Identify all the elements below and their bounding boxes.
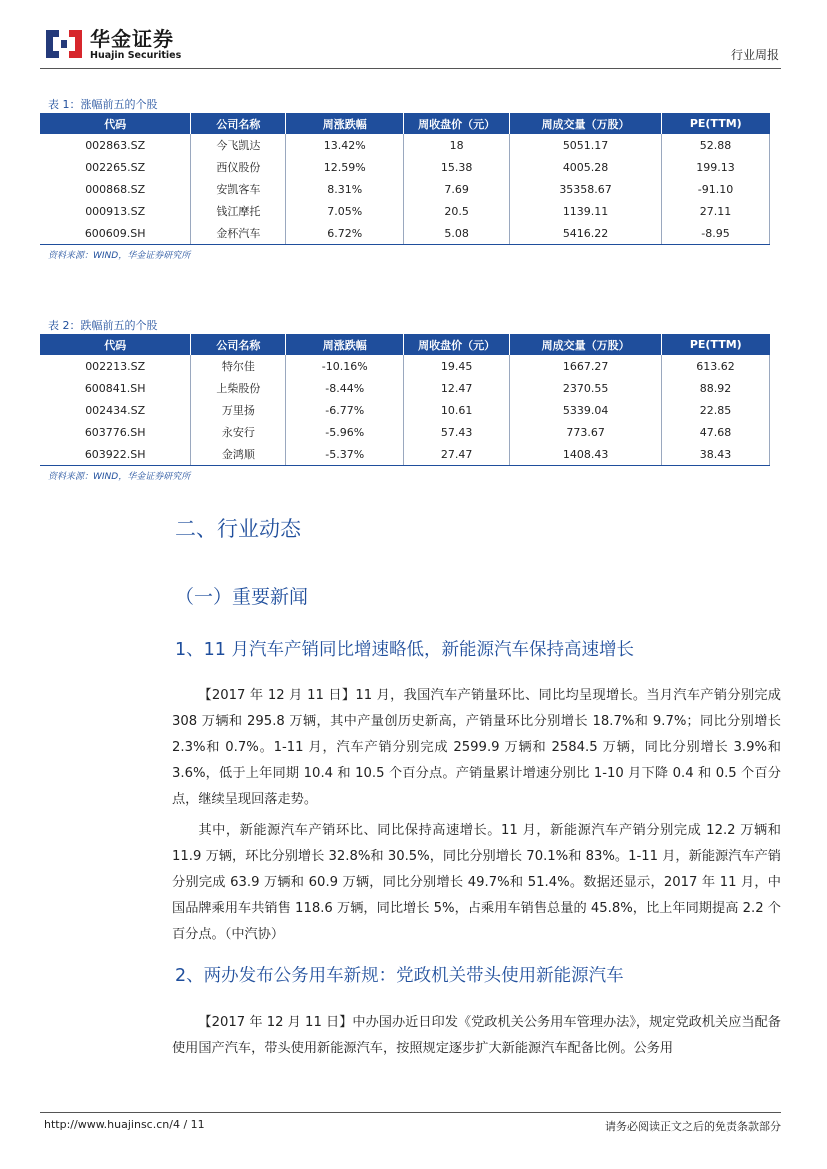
cell-pe: 38.43 <box>662 443 770 466</box>
table-row <box>40 399 770 421</box>
cell-code: 000913.SZ <box>40 200 191 222</box>
huajin-logo-icon <box>44 28 84 64</box>
cell-close: 18 <box>404 134 510 156</box>
table-row <box>40 156 770 178</box>
col-header: 公司名称 <box>191 113 286 134</box>
cell-code: 002213.SZ <box>40 355 191 377</box>
cell-close: 15.38 <box>404 156 510 178</box>
table1-caption: 表 1：涨幅前五的个股 <box>48 98 158 111</box>
col-header: PE(TTM) <box>662 113 770 134</box>
news-heading: 1、11 月汽车产销同比增速略低，新能源汽车保持高速增长 <box>175 640 634 660</box>
table-row <box>40 355 770 377</box>
table-row <box>40 377 770 399</box>
logo-cn: 华金证券 <box>90 27 174 51</box>
cell-pe: -8.95 <box>662 222 770 245</box>
table2-caption: 表 2：跌幅前五的个股 <box>48 319 158 332</box>
col-header: 代码 <box>40 334 191 355</box>
cell-volume: 1139.11 <box>510 200 662 222</box>
cell-pe: 199.13 <box>662 156 770 178</box>
cell-pe: 47.68 <box>662 421 770 443</box>
col-header: 周收盘价（元） <box>404 113 510 134</box>
cell-pe: 27.11 <box>662 200 770 222</box>
cell-company: 金鸿顺 <box>191 443 286 466</box>
cell-company: 特尔佳 <box>191 355 286 377</box>
cell-volume: 5416.22 <box>510 222 662 245</box>
cell-change: -10.16% <box>286 355 404 377</box>
news-paragraph: 其中，新能源汽车产销环比、同比保持高速增长。11 月，新能源汽车产销分别完成 12.2 万辆和 11.9 万辆，环比分别增长 32.8%和 30.5%，同比分别增长 70.1%和 83%。1-11 月，新能源汽车产销分别完成 63.9 万辆和 60.9 万辆，同比分别增长 49.7%和 51.4%。数据还显示，2017 年 11 月，中国品牌乘用车共销售 118.6 万辆，同比增长 5%，占乘用车销售总量的 45.8%，比上年同期提高 2.2 个百分点。（中汽协） <box>172 823 781 942</box>
cell-change: -5.96% <box>286 421 404 443</box>
cell-company: 钱江摩托 <box>191 200 286 222</box>
cell-code: 002863.SZ <box>40 134 191 156</box>
cell-close: 12.47 <box>404 377 510 399</box>
cell-change: -6.77% <box>286 399 404 421</box>
cell-volume: 773.67 <box>510 421 662 443</box>
cell-pe: -91.10 <box>662 178 770 200</box>
table-row <box>40 421 770 443</box>
cell-volume: 2370.55 <box>510 377 662 399</box>
table-header-row <box>40 113 770 134</box>
cell-close: 7.69 <box>404 178 510 200</box>
news-paragraph: 【2017 年 12 月 11 日】中办国办近日印发《党政机关公务用车管理办法》，规定党政机关应当配备使用国产汽车，带头使用新能源汽车，按照规定逐步扩大新能源汽车配备比例。公务用 <box>172 1015 781 1056</box>
section-title: 二、行业动态 <box>175 517 301 541</box>
cell-close: 5.08 <box>404 222 510 245</box>
cell-company: 今飞凯达 <box>191 134 286 156</box>
table-row <box>40 443 770 466</box>
col-header: 代码 <box>40 113 191 134</box>
doc-type: 行业周报 <box>730 48 779 62</box>
cell-close: 20.5 <box>404 200 510 222</box>
cell-pe: 22.85 <box>662 399 770 421</box>
logo-en: Huajin Securities <box>90 50 182 61</box>
footer-page: 4 / 11 <box>172 1118 205 1131</box>
cell-pe: 52.88 <box>662 134 770 156</box>
cell-company: 上柴股份 <box>191 377 286 399</box>
cell-code: 600609.SH <box>40 222 191 245</box>
cell-volume: 35358.67 <box>510 178 662 200</box>
cell-volume: 5051.17 <box>510 134 662 156</box>
cell-change: -5.37% <box>286 443 404 466</box>
cell-change: 13.42% <box>286 134 404 156</box>
cell-pe: 88.92 <box>662 377 770 399</box>
cell-change: 12.59% <box>286 156 404 178</box>
col-header: 周收盘价（元） <box>404 334 510 355</box>
cell-close: 19.45 <box>404 355 510 377</box>
table-header-row <box>40 334 770 355</box>
col-header: PE(TTM) <box>662 334 770 355</box>
cell-change: 8.31% <box>286 178 404 200</box>
col-header: 周成交量（万股） <box>510 334 662 355</box>
page-header <box>40 22 781 69</box>
col-header: 公司名称 <box>191 334 286 355</box>
cell-volume: 5339.04 <box>510 399 662 421</box>
cell-close: 57.43 <box>404 421 510 443</box>
table-row <box>40 178 770 200</box>
section-subtitle: （一）重要新闻 <box>175 586 309 608</box>
cell-code: 002265.SZ <box>40 156 191 178</box>
logo-wordmark <box>90 28 181 62</box>
news-heading: 2、两办发布公务用车新规：党政机关带头使用新能源汽车 <box>175 966 624 986</box>
cell-change: -8.44% <box>286 377 404 399</box>
cell-change: 6.72% <box>286 222 404 245</box>
cell-code: 603922.SH <box>40 443 191 466</box>
cell-company: 永安行 <box>191 421 286 443</box>
table-top-losers <box>40 334 770 466</box>
table-row <box>40 222 770 245</box>
page-footer <box>40 1112 781 1143</box>
cell-company: 万里扬 <box>191 399 286 421</box>
footer-left <box>44 1118 205 1131</box>
news-paragraph: 【2017 年 12 月 11 日】11 月，我国汽车产销量环比、同比均呈现增长。当月汽车产销分别完成 308 万辆和 295.8 万辆，其中产量创历史新高，产销量环比分别增长 18.7%和 9.7%；同比分别增长 2.3%和 0.7%。1-11 月，汽车产销分别完成 2599.9 万辆和 2584.5 万辆，同比分别增长 3.9%和 3.6%，低于上年同期 10.4 和 10.5 个百分点。产销量累计增速分别比 1-10 月下降 0.4 和 0.5 个百分点，继续呈现回落走势。 <box>172 688 781 807</box>
cell-close: 10.61 <box>404 399 510 421</box>
footer-disclaimer: 请务必阅读正文之后的免责条款部分 <box>605 1120 781 1133</box>
table-row <box>40 134 770 156</box>
table2-source: 资料来源：WIND，华金证券研究所 <box>48 472 191 482</box>
table1-source: 资料来源：WIND，华金证券研究所 <box>48 251 191 261</box>
cell-company: 西仪股份 <box>191 156 286 178</box>
col-header: 周成交量（万股） <box>510 113 662 134</box>
footer-url[interactable]: http://www.huajinsc.cn/ <box>44 1118 173 1131</box>
cell-code: 000868.SZ <box>40 178 191 200</box>
cell-change: 7.05% <box>286 200 404 222</box>
cell-code: 002434.SZ <box>40 399 191 421</box>
cell-volume: 4005.28 <box>510 156 662 178</box>
cell-code: 603776.SH <box>40 421 191 443</box>
cell-close: 27.47 <box>404 443 510 466</box>
cell-volume: 1667.27 <box>510 355 662 377</box>
cell-company: 金杯汽车 <box>191 222 286 245</box>
cell-pe: 613.62 <box>662 355 770 377</box>
col-header: 周涨跌幅 <box>286 334 404 355</box>
cell-volume: 1408.43 <box>510 443 662 466</box>
cell-company: 安凯客车 <box>191 178 286 200</box>
table-row <box>40 200 770 222</box>
col-header: 周涨跌幅 <box>286 113 404 134</box>
table-top-gainers <box>40 113 770 245</box>
cell-code: 600841.SH <box>40 377 191 399</box>
